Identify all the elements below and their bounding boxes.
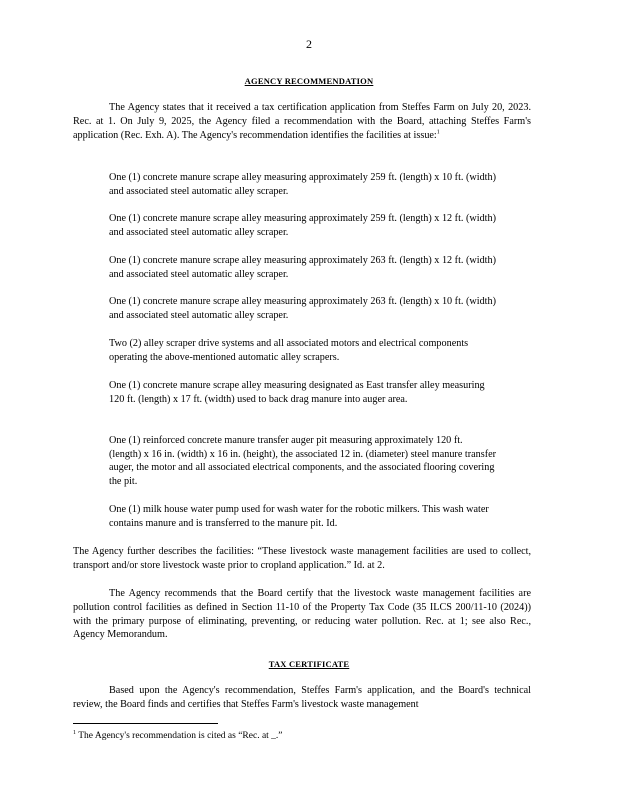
facility-item: One (1) concrete manure scrape alley measuring approximately 259 ft. (length) x 10 ft. (width) and associated steel automatic alley scraper. <box>109 172 496 197</box>
facility-item: One (1) concrete manure scrape alley measuring designated as East transfer alley measuring 120 ft. (length) x 17 ft. (width) used to back drag manure into auger area. <box>109 380 485 405</box>
facility-item: One (1) concrete manure scrape alley measuring approximately 263 ft. (length) x 12 ft. (width) and associated steel automatic alley scraper. <box>109 255 496 280</box>
paragraph-intro: The Agency states that it received a tax certification application from Steffes Farm on July 20, 2023. Rec. at 1. On July 9, 2025, the Agency filed a recommendation with the Board, attaching Steffes Farm's application (Rec. Exh. A). The Agency's recommendation identifies the facilities at issue:$^1$ <box>73 102 531 141</box>
paragraph-findings: Based upon the Agency's recommendation, Steffes Farm's application, and the Board's technical review, the Board finds and certifies that Steffes Farm's livestock waste management <box>73 685 531 710</box>
paragraph-description: The Agency further describes the facilities: “These livestock waste management facilities are used to collect, transport and/or store livestock waste prior to cropland application.” Id. at 2. <box>73 546 531 571</box>
section-heading-tax-certificate: TAX CERTIFICATE <box>268 659 350 669</box>
paragraph-agency-recommends: The Agency recommends that the Board certify that the livestock waste management facilities are pollution control facilities as defined in Section 11-10 of the Property Tax Code (35 ILCS 200/11-10 (2024)) with the primary purpose of eliminating, preventing, or reducing water pollution. Rec. at 1; see also Rec., Agency Memorandum. <box>73 588 531 641</box>
facility-item: One (1) milk house water pump used for wash water for the robotic milkers. This wash water contains manure and is transferred to the manure pit. Id. <box>109 504 489 529</box>
footnote-marker: 1 <box>436 129 440 136</box>
section-heading-agency-recommendation: AGENCY RECOMMENDATION <box>244 76 374 86</box>
footnote: $^1$ The Agency's recommendation is cited as “Rec. at _.” <box>73 729 283 741</box>
facility-item: One (1) concrete manure scrape alley measuring approximately 263 ft. (length) x 10 ft. (width) and associated steel automatic alley scraper. <box>109 296 496 321</box>
facility-item: Two (2) alley scraper drive systems and all associated motors and electrical components operating the above-mentioned automatic alley scrapers. <box>109 338 469 363</box>
facility-item: One (1) concrete manure scrape alley measuring approximately 259 ft. (length) x 12 ft. (width) and associated steel automatic alley scraper. <box>109 213 496 238</box>
facility-item: One (1) reinforced concrete manure transfer auger pit measuring approximately 120 ft. (length) x 16 in. (width) x 16 in. (height), the associated 12 in. (diameter) steel manure transfer auger, the motor and all associated electrical components, and the associated flooring covering the pit. <box>109 435 497 487</box>
footnote-divider <box>73 723 218 724</box>
page-number: 2 <box>306 37 312 51</box>
